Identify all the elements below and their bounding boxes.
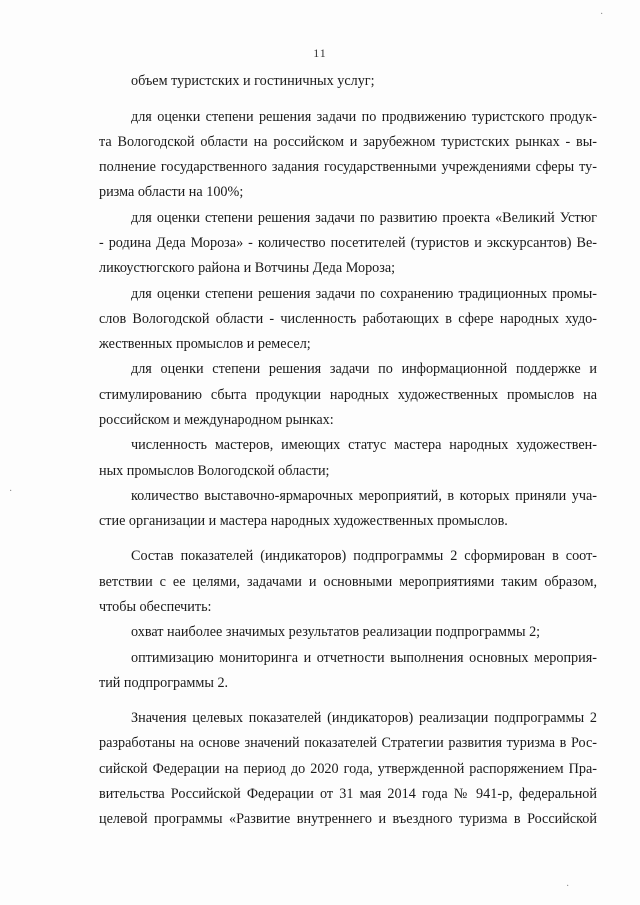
text-line: российском и международном рынках: [99,412,334,428]
text-line: количество выставочно-ярмарочных мероприятий, в которых приняли уча- [131,488,597,504]
text-line: сийской Федерации на период до 2020 года, утвержденной распоряжением Пра- [99,761,597,777]
text-line: Значения целевых показателей (индикаторов) реализации подпрограммы 2 [131,710,597,726]
text-line: ветствии с ее целями, задачами и основными мероприятиями таким образом, [99,574,597,590]
text-line: численность мастеров, имеющих статус мастера народных художествен- [131,437,597,453]
text-line: ликоустюгского района и Вотчины Деда Мороза; [99,260,396,276]
text-line: охват наиболее значимых результатов реализации подпрограммы 2; [131,624,541,640]
text-line: вительства Российской Федерации от 31 мая 2014 года № 941-р, федеральной [99,786,597,802]
text-line: та Вологодской области на российском и зарубежном туристских рынках - вы- [99,134,597,150]
text-line: ных промыслов Вологодской области; [99,463,330,479]
text-line: для оценки степени решения задачи по информационной поддержке и [131,361,597,377]
text-line: жественных промыслов и ремесел; [99,336,311,352]
text-line: чтобы обеспечить: [99,599,212,615]
text-line: разработаны на основе значений показателей Стратегии развития туризма в Рос- [99,735,597,751]
text-line: полнение государственного задания государственными учреждениями сферы ту- [99,159,597,175]
text-line: слов Вологодской области - численность работающих в сфере народных худо- [99,311,597,327]
text-line: объем туристских и гостиничных услуг; [131,73,375,89]
text-line: - родина Деда Мороза» - количество посетителей (туристов и экскурсантов) Ве- [99,235,597,251]
text-line: для оценки степени решения задачи по сохранению традиционных промы- [131,286,597,302]
text-line: стимулированию сбыта продукции народных художественных промыслов на [99,387,597,403]
text-line: стие организации и мастера народных художественных промыслов. [99,513,508,529]
scan-mark: · [9,486,13,497]
scan-mark: · [566,881,570,892]
text-line: ризма области на 100%; [99,184,244,200]
text-line: для оценки степени решения задачи по продвижению туристского продук- [131,109,597,125]
text-line: для оценки степени решения задачи по развитию проекта «Великий Устюг [131,210,597,226]
page-number: 11 [313,46,327,60]
text-line: целевой программы «Развитие внутреннего и въездного туризма в Российской [99,811,597,827]
scan-mark: · [600,9,604,20]
text-line: Состав показателей (индикаторов) подпрограммы 2 сформирован в соот- [131,548,597,564]
text-line: оптимизацию мониторинга и отчетности выполнения основных мероприя- [131,650,597,666]
text-line: тий подпрограммы 2. [99,675,229,691]
